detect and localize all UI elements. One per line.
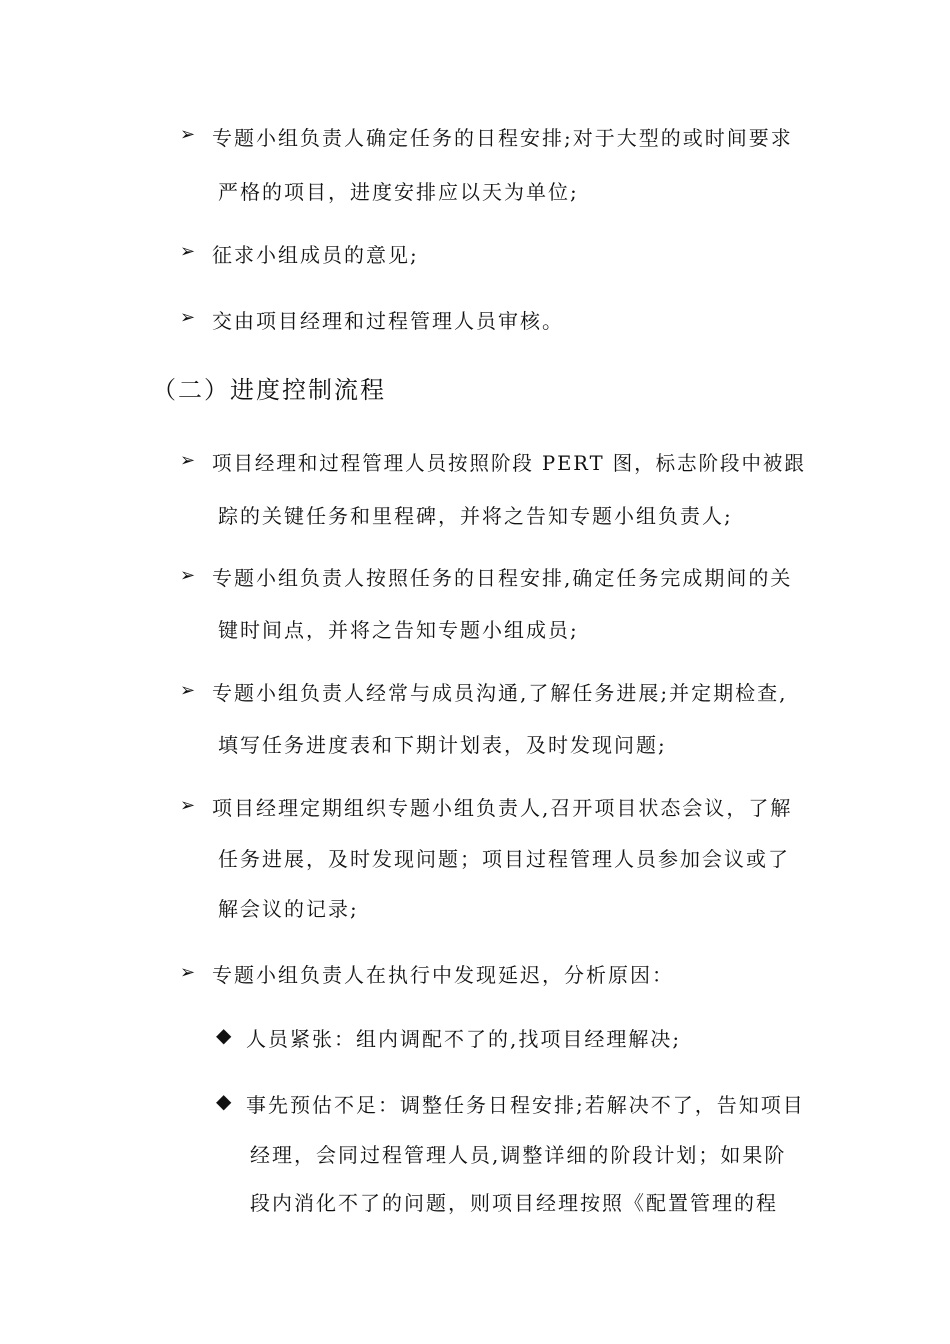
list-item-line: 严格的项目，进度安排应以天为单位; — [218, 180, 579, 204]
diamond-bullet-icon: ◆ — [216, 1023, 234, 1047]
sub-list-item-line: 人员紧张：组内调配不了的,找项目经理解决; — [246, 1027, 682, 1051]
list-item-line: 专题小组负责人按照任务的日程安排,确定任务完成期间的关 — [212, 566, 793, 590]
list-item-line: 任务进展，及时发现问题；项目过程管理人员参加会议或了 — [218, 847, 790, 871]
section-heading: （二）进度控制流程 — [152, 376, 386, 404]
list-item-line: 项目经理和过程管理人员按照阶段 PERT 图，标志阶段中被跟 — [212, 451, 806, 475]
arrow-bullet-icon: ➢ — [180, 124, 198, 145]
list-item-line: 专题小组负责人确定任务的日程安排;对于大型的或时间要求 — [212, 126, 793, 150]
arrow-bullet-icon: ➢ — [180, 565, 198, 586]
arrow-bullet-icon: ➢ — [180, 241, 198, 262]
arrow-bullet-icon: ➢ — [180, 680, 198, 701]
sub-list-item-line: 经理，会同过程管理人员,调整详细的阶段计划；如果阶 — [250, 1143, 787, 1167]
list-item-line: 专题小组负责人在执行中发现延迟，分析原因： — [212, 963, 674, 987]
sub-list-item-line: 事先预估不足：调整任务日程安排;若解决不了，告知项目 — [246, 1093, 805, 1117]
arrow-bullet-icon: ➢ — [180, 962, 198, 983]
list-item-line: 踪的关键任务和里程碑，并将之告知专题小组负责人; — [218, 504, 733, 528]
list-item-line: 交由项目经理和过程管理人员审核。 — [212, 309, 564, 333]
diamond-bullet-icon: ◆ — [216, 1089, 234, 1113]
list-item-line: 项目经理定期组织专题小组负责人,召开项目状态会议，了解 — [212, 796, 793, 820]
sub-list-item-line: 段内消化不了的问题，则项目经理按照《配置管理的程 — [250, 1191, 778, 1215]
arrow-bullet-icon: ➢ — [180, 795, 198, 816]
list-item-line: 填写任务进度表和下期计划表，及时发现问题; — [218, 733, 667, 757]
list-item-line: 解会议的记录; — [218, 897, 359, 921]
arrow-bullet-icon: ➢ — [180, 450, 198, 471]
list-item-line: 专题小组负责人经常与成员沟通,了解任务进展;并定期检查, — [212, 681, 788, 705]
arrow-bullet-icon: ➢ — [180, 307, 198, 328]
list-item-line: 键时间点，并将之告知专题小组成员; — [218, 618, 579, 642]
list-item-line: 征求小组成员的意见; — [212, 243, 419, 267]
